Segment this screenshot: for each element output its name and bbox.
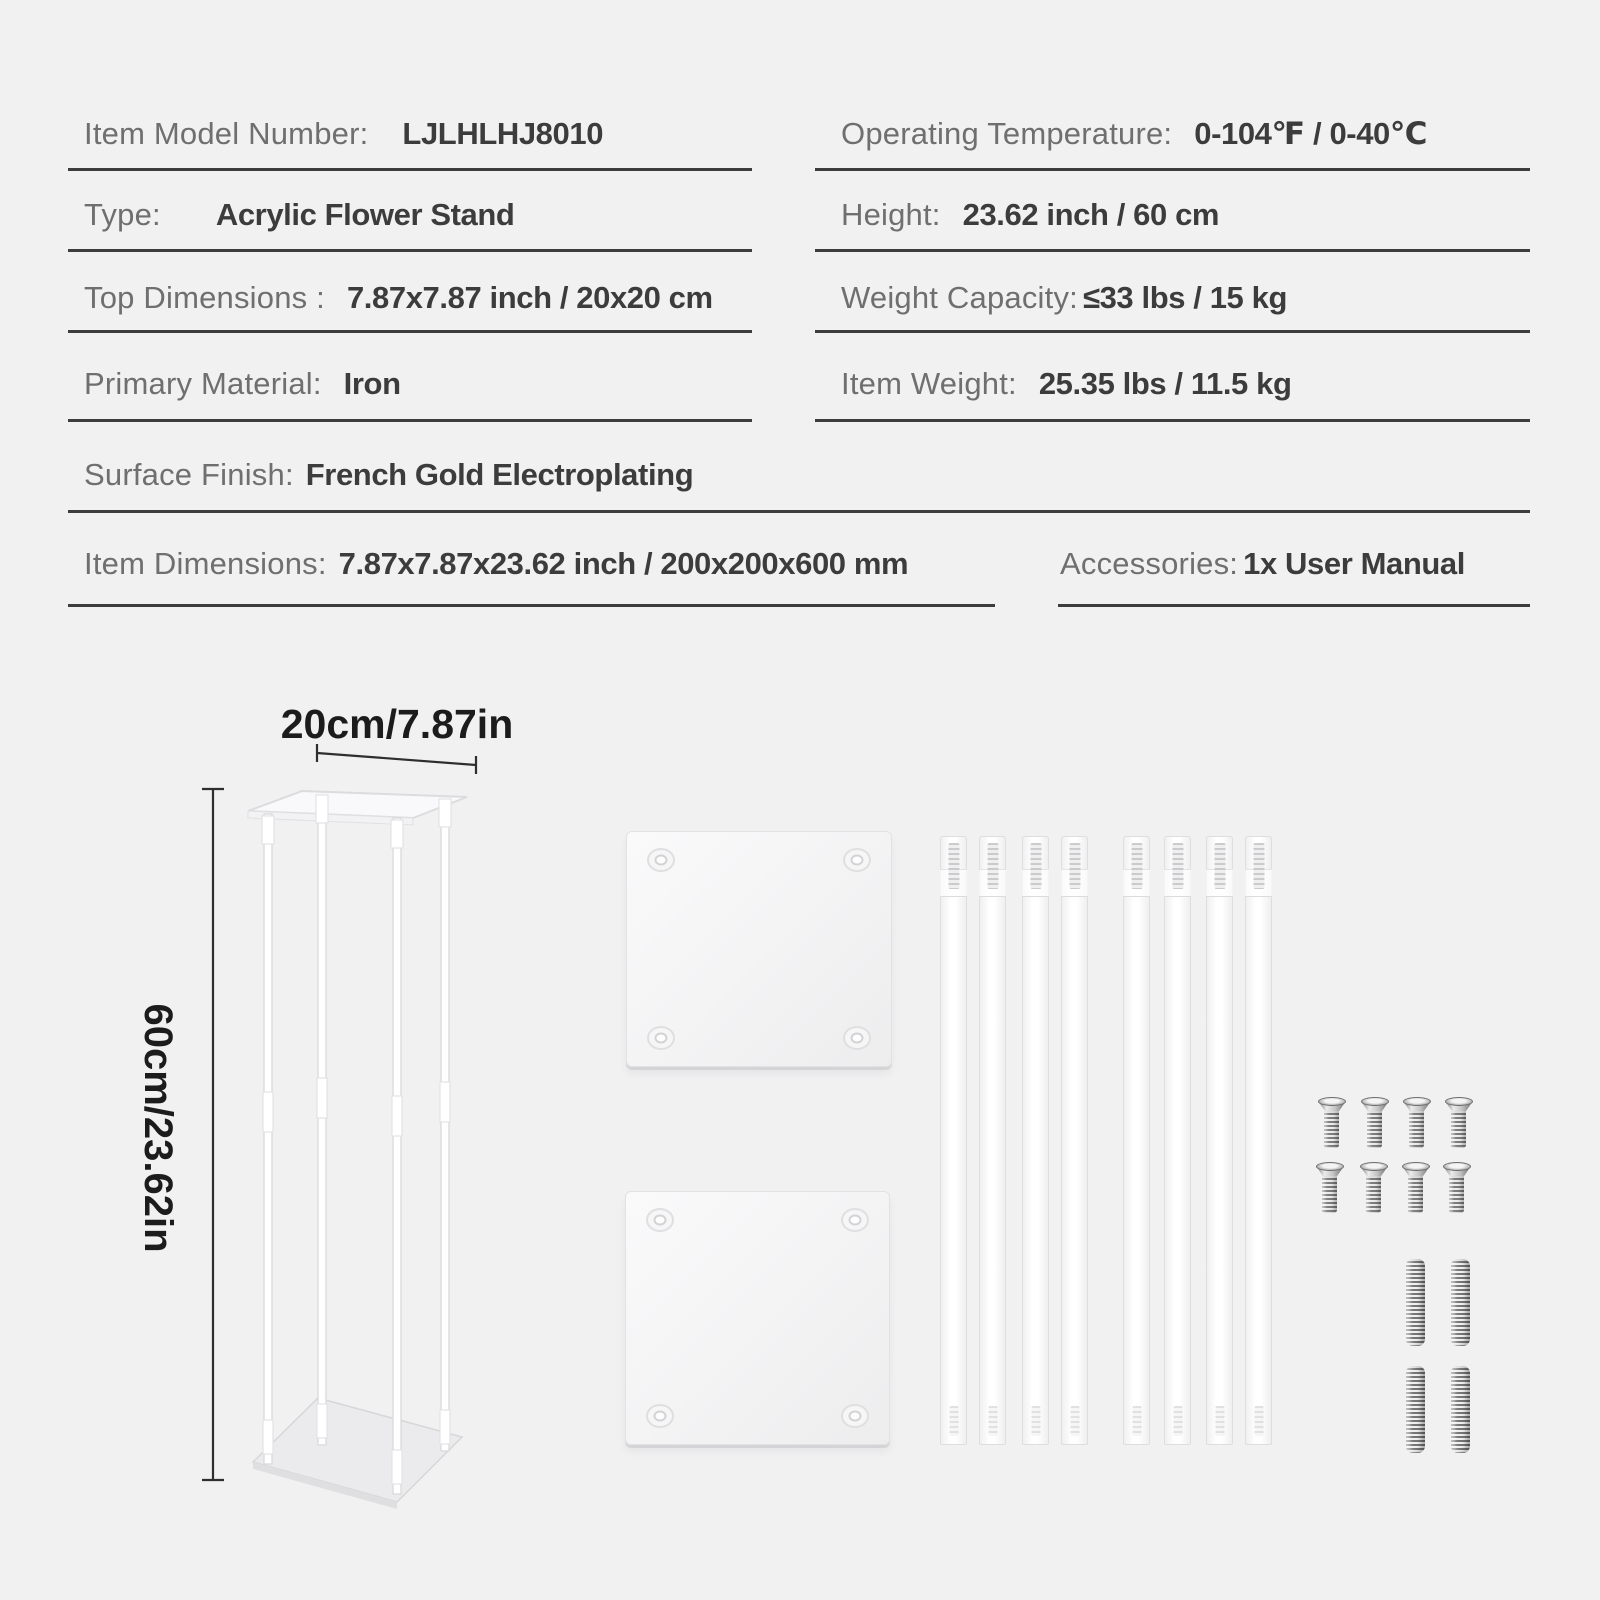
- spec-label: Surface Finish:: [84, 457, 294, 492]
- leg-sleeve: [440, 1410, 450, 1444]
- tube-thread: [987, 843, 998, 889]
- leg-sleeve: [316, 795, 328, 823]
- spec-value: 25.35 lbs / 11.5 kg: [1038, 366, 1292, 401]
- width-dimension-line: [317, 753, 476, 765]
- flower-stand-drawing: [80, 660, 540, 1600]
- screw-cap: [1316, 1162, 1344, 1171]
- screw-cap: [1443, 1162, 1471, 1171]
- spec-value: 23.62 inch / 60 cm: [962, 197, 1220, 232]
- spec-label: Item Dimensions:: [84, 545, 327, 581]
- screw-cap: [1403, 1097, 1431, 1106]
- threaded-rod: [1451, 1259, 1470, 1346]
- spec-value: Iron: [343, 366, 401, 401]
- screw-cap: [1445, 1097, 1473, 1106]
- leg-sleeve: [439, 799, 451, 827]
- spec-value: 0-104℉ / 0-40℃: [1194, 116, 1428, 151]
- tube-thread: [1215, 1406, 1224, 1436]
- screw: [1445, 1097, 1473, 1149]
- panel-hole: [843, 848, 871, 872]
- spec-value: LJLHLHJ8010: [402, 116, 604, 151]
- leg-sleeve: [317, 1078, 327, 1118]
- screw: [1361, 1097, 1389, 1149]
- panel-hole: [647, 848, 675, 872]
- spec-value: French Gold Electroplating: [305, 457, 694, 492]
- tube: [1245, 836, 1272, 1445]
- threaded-rod: [1451, 1366, 1470, 1453]
- tube: [940, 836, 967, 1445]
- tube-thread: [1172, 843, 1183, 889]
- tube-thread: [988, 1406, 997, 1436]
- leg-sleeve: [317, 1404, 327, 1438]
- stand-leg: [393, 818, 401, 1494]
- screw: [1443, 1162, 1471, 1214]
- screw: [1318, 1097, 1346, 1149]
- spec-value: 7.87x7.87x23.62 inch / 200x200x600 mm: [338, 545, 909, 581]
- threaded-rod: [1406, 1259, 1425, 1346]
- spec-value: Acrylic Flower Stand: [215, 197, 515, 232]
- screw-shank: [1451, 1111, 1466, 1148]
- tube-thread: [1069, 843, 1080, 889]
- screw-cap: [1361, 1097, 1389, 1106]
- screw-shank: [1367, 1111, 1382, 1148]
- spec-value: ≤33 lbs / 15 kg: [1082, 280, 1287, 315]
- spec-label: Top Dimensions :: [84, 280, 325, 315]
- tube-thread: [1173, 1406, 1182, 1436]
- screw: [1360, 1162, 1388, 1214]
- spec-label: Height:: [841, 197, 941, 232]
- leg-sleeve: [392, 1096, 402, 1136]
- spec-label: Operating Temperature:: [841, 116, 1173, 151]
- tube: [1164, 836, 1191, 1445]
- leg-sleeve: [262, 816, 274, 844]
- screw: [1403, 1097, 1431, 1149]
- stand-leg: [441, 797, 449, 1451]
- panel-hole: [646, 1208, 674, 1232]
- screw-cap: [1318, 1097, 1346, 1106]
- leg-sleeve: [263, 1420, 273, 1454]
- spec-value: 7.87x7.87 inch / 20x20 cm: [346, 280, 713, 315]
- screw-cap: [1402, 1162, 1430, 1171]
- tube-thread: [1070, 1406, 1079, 1436]
- tube-thread: [948, 843, 959, 889]
- stand-leg: [318, 793, 326, 1445]
- tube: [1123, 836, 1150, 1445]
- tube-thread: [1254, 1406, 1263, 1436]
- leg-sleeve: [263, 1092, 273, 1132]
- screw-shank: [1366, 1176, 1381, 1213]
- tube-thread: [1214, 843, 1225, 889]
- spec-label: Item Model Number:: [84, 116, 369, 151]
- tube-thread: [1030, 843, 1041, 889]
- leg-sleeve: [392, 1450, 402, 1484]
- screw-shank: [1408, 1176, 1423, 1213]
- leg-sleeve: [440, 1082, 450, 1122]
- panel-hole: [843, 1026, 871, 1050]
- threaded-rod: [1406, 1366, 1425, 1453]
- screw-shank: [1409, 1111, 1424, 1148]
- leg-sleeve: [391, 820, 403, 848]
- spec-label: Type:: [84, 197, 161, 232]
- screw-cap: [1360, 1162, 1388, 1171]
- tube-thread: [1132, 1406, 1141, 1436]
- spec-label: Accessories:: [1060, 545, 1239, 581]
- tube: [1206, 836, 1233, 1445]
- acrylic-panel: [626, 831, 892, 1067]
- tube-thread: [1031, 1406, 1040, 1436]
- stand-leg: [264, 814, 272, 1464]
- tube-thread: [1253, 843, 1264, 889]
- panel-hole: [841, 1208, 869, 1232]
- screw: [1402, 1162, 1430, 1214]
- spec-label: Primary Material:: [84, 366, 322, 401]
- height-dimension-label: 60cm/23.62in: [136, 1003, 180, 1253]
- tube: [1022, 836, 1049, 1445]
- tube: [1061, 836, 1088, 1445]
- screw: [1316, 1162, 1344, 1214]
- panel-hole: [841, 1404, 869, 1428]
- screw-shank: [1324, 1111, 1339, 1148]
- top-width-dimension-label: 20cm/7.87in: [280, 701, 514, 747]
- acrylic-panel: [625, 1191, 890, 1445]
- tube-thread: [949, 1406, 958, 1436]
- tube: [979, 836, 1006, 1445]
- panel-hole: [647, 1026, 675, 1050]
- panel-hole: [646, 1404, 674, 1428]
- stand-base: [253, 1398, 462, 1502]
- spec-label: Item Weight:: [841, 366, 1017, 401]
- spec-value: 1x User Manual: [1243, 545, 1465, 581]
- spec-label: Weight Capacity:: [841, 280, 1078, 315]
- screw-shank: [1322, 1176, 1337, 1213]
- tube-thread: [1131, 843, 1142, 889]
- screw-shank: [1449, 1176, 1464, 1213]
